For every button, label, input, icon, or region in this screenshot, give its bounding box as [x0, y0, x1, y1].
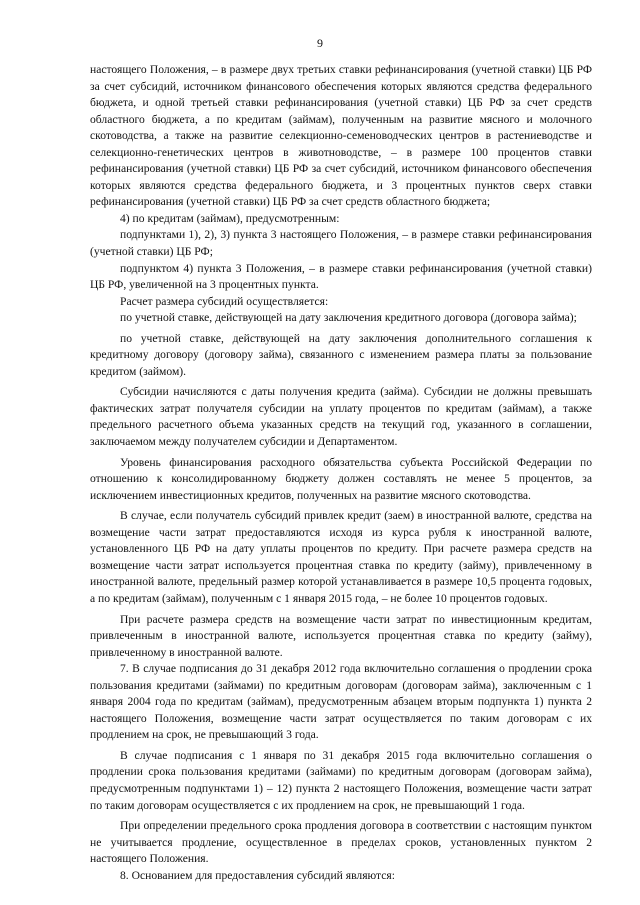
- paragraph: 8. Основанием для предоставления субсидий являются:: [120, 868, 395, 882]
- paragraph: подпунктом 4) пункта 3 Положения, – в размере ставки рефинансирования (учетной ставки) ЦБ РФ, увеличенной на 3 процентных пункта.: [90, 261, 592, 292]
- document-body: [90, 62, 592, 884]
- paragraph: по учетной ставке, действующей на дату заключения дополнительного соглашения к кредитному договору (договору займа), связанного с изменением размера платы за пользование кредитом (займом).: [90, 331, 592, 378]
- paragraph: Субсидии начисляются с даты получения кредита (займа). Субсидии не должны превышать фактических затрат получателя субсидии на уплату процентов по кредитам (займам), а также предельного расчетного объема указанных средств на текущий год, указанного в соглашении, заключаемом между получателем субсидии и Департаментом.: [90, 385, 592, 449]
- paragraph: При расчете размера средств на возмещение части затрат по инвестиционным кредитам, привлеченным в иностранной валюте, используется процентная ставка по кредиту (займу), привлеченному в иностранной валюте.: [90, 612, 592, 659]
- paragraph: 4) по кредитам (займам), предусмотренным:: [120, 211, 340, 225]
- paragraph: Уровень финансирования расходного обязательства субъекта Российской Федерации по отношению к консолидированному бюджету должен составлять не менее 5 процентов, за исключением инвестиционных кредитов, полученных на развитие мясного скотоводства.: [90, 455, 592, 502]
- paragraph: по учетной ставке, действующей на дату заключения кредитного договора (договора займа);: [120, 311, 577, 325]
- paragraph: 7. В случае подписания до 31 декабря 2012 года включительно соглашения о продлении срока пользования кредитами (займами) по кредитным договорам (договорам займа), заключенным с 1 января 2004 года по кредитам (займам), предусмотренным абзацем вторым подпункта 1) пункта 2 настоящего Положения, возмещение части затрат осуществляется по таким договорам с их продлением на срок, не превышающий 3 года.: [90, 662, 592, 742]
- page-number: 9: [317, 36, 323, 50]
- paragraph: В случае подписания с 1 января по 31 декабря 2015 года включительно соглашения о продлении срока пользования кредитами (займами) по кредитным договорам (договорам займа), предусмотренным подпунктами 1) – 12) пункта 2 настоящего Положения, возмещение части затрат по таким договорам осуществляется с их продлением на срок, не превышающий 1 года.: [90, 748, 592, 812]
- paragraph: В случае, если получатель субсидий привлек кредит (заем) в иностранной валюте, средства на возмещение части затрат предоставляются исходя из курса рубля к иностранной валюте, установленного ЦБ РФ на дату уплаты процентов по кредиту. При расчете размера средств на возмещение части затрат используется процентная ставка по кредиту (займу), привлеченному в иностранной валюте, предельный размер которой устанавливается в размере 10,5 процента годовых, а по кредитам (займам), полученным с 1 января 2015 года, – не более 10 процентов годовых.: [90, 509, 592, 605]
- paragraph: Расчет размера субсидий осуществляется:: [120, 294, 329, 308]
- paragraph: настоящего Положения, – в размере двух третьих ставки рефинансирования (учетной ставки) ЦБ РФ за счет субсидий, источником финансового обеспечения которых являются средства федерального бюджета, и одной третьей ставки рефинансирования (учетной ставки) ЦБ РФ за счет средств областного бюджета, а по кредитам (займам), полученным на развитие мясного и молочного скотоводства, а также на развитие селекционно-семеноводческих центров в растениеводстве и селекционно-генетических центров в животноводстве, – в размере 100 процентов ставки рефинансирования (учетной ставки) ЦБ РФ за счет субсидий, источником финансового обеспечения которых являются средства федерального бюджета, и 3 процентных пунктов сверх ставки рефинансирования (учетной ставки) ЦБ РФ за счет средств областного бюджета;: [90, 63, 592, 209]
- paragraph: При определении предельного срока продления договора в соответствии с настоящим пунктом не учитывается продление, осуществленное в пределах сроков, установленных пунктом 2 настоящего Положения.: [90, 819, 592, 866]
- paragraph: подпунктами 1), 2), 3) пункта 3 настоящего Положения, – в размере ставки рефинансирования (учетной ставки) ЦБ РФ;: [90, 228, 592, 259]
